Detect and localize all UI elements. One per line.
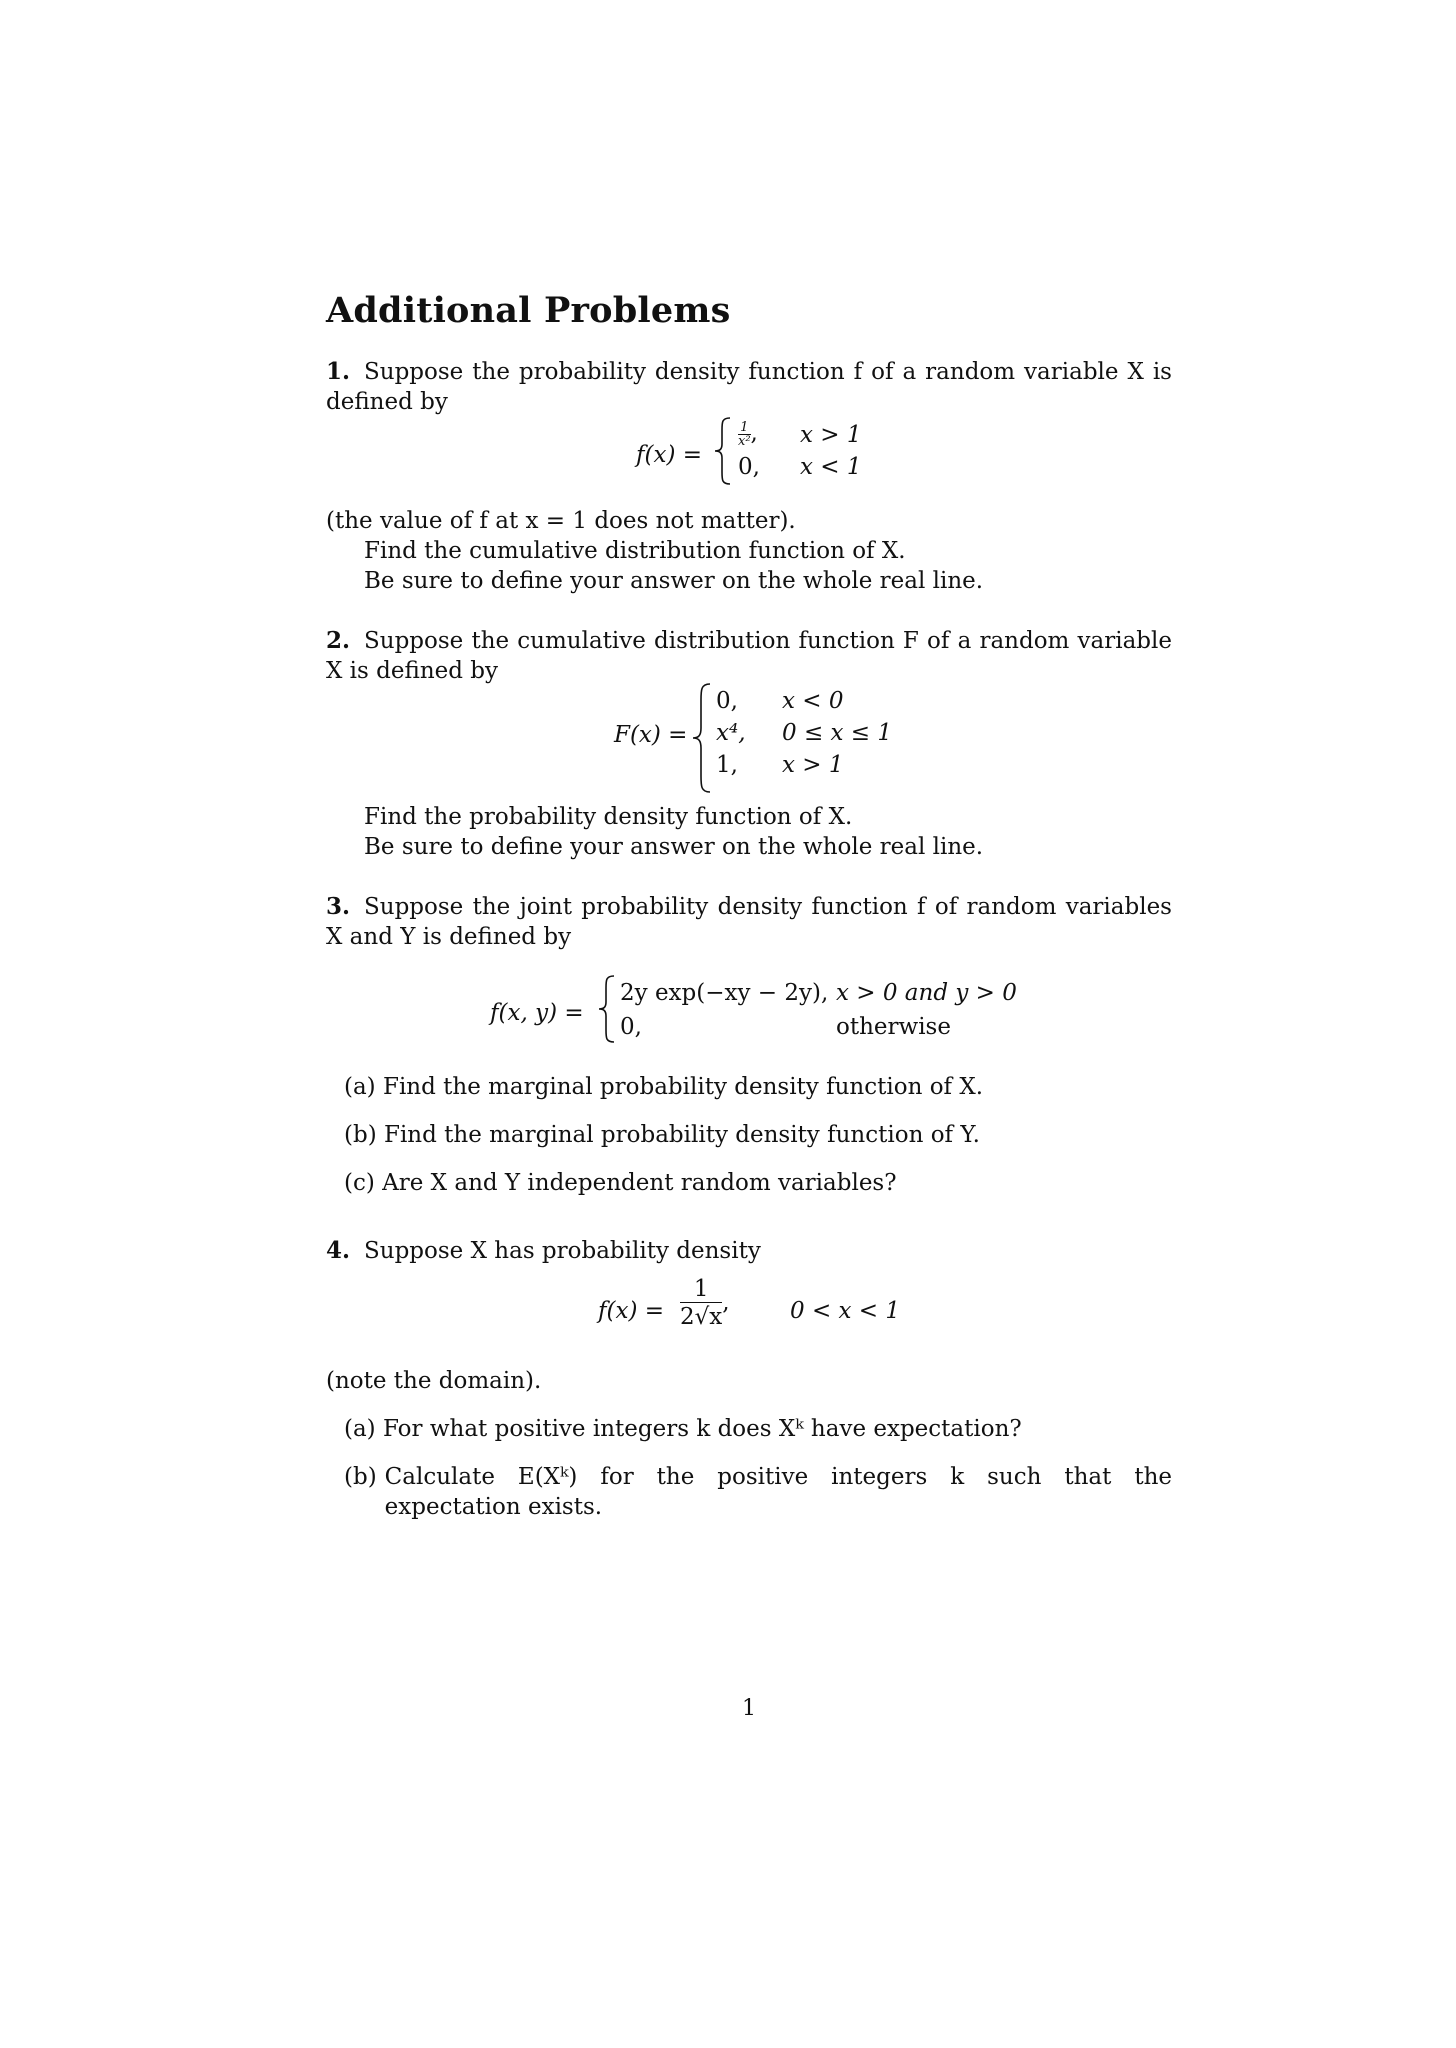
problem-4-domain: 0 < x < 1 xyxy=(790,1298,901,1324)
problem-3-part-c-text: Are X and Y independent random variables? xyxy=(382,1170,897,1196)
problem-2-function-label: F(x) = xyxy=(614,722,688,748)
problem-4-part-b xyxy=(344,1462,1172,1522)
problem-2-case-1-cond: x < 0 xyxy=(782,688,844,714)
problem-3-part-a xyxy=(344,1072,983,1102)
problem-3-part-a-label: (a) xyxy=(344,1074,376,1100)
problem-3-case-2-expr: 0, xyxy=(620,1014,642,1040)
problem-2-case-2-cond: 0 ≤ x ≤ 1 xyxy=(782,720,893,746)
problem-1-case-2-expr: 0, xyxy=(738,454,760,480)
problem-2-case-1-expr: 0, xyxy=(716,688,738,714)
problem-3-intro xyxy=(326,892,1172,952)
problem-3-part-b-label: (b) xyxy=(344,1122,377,1148)
problem-4-note: (note the domain). xyxy=(326,1368,542,1394)
problem-4-part-a xyxy=(344,1414,1022,1444)
problem-2-case-3-cond: x > 1 xyxy=(782,752,844,778)
problem-4-part-a-label: (a) xyxy=(344,1416,376,1442)
problem-1-intro-text: Suppose the probability density function f of a random variable X is defined by xyxy=(326,359,1172,415)
problem-3-function-label: f(x, y) = xyxy=(490,1000,584,1026)
problem-2-case-3-expr: 1, xyxy=(716,752,738,778)
problem-1-line-2: Find the cumulative distribution function of X. xyxy=(364,538,906,564)
problem-1-number: 1. xyxy=(326,358,351,385)
problem-3-case-1-expr: 2y exp(−xy − 2y), xyxy=(620,980,829,1006)
problem-1-function-label: f(x) = xyxy=(636,442,703,468)
problem-3-part-c xyxy=(344,1168,897,1198)
page-number: 1 xyxy=(742,1696,756,1721)
problem-4-denominator: 2√x xyxy=(680,1304,723,1330)
problem-2-left-brace xyxy=(690,682,712,794)
problem-3-part-a-text: Find the marginal probability density function of X. xyxy=(382,1074,984,1100)
problem-1-intro xyxy=(326,357,1172,417)
problem-4-part-b-label: (b) xyxy=(344,1464,377,1490)
problem-2-intro-text: Suppose the cumulative distribution function F of a random variable X is defined by xyxy=(326,628,1172,684)
problem-4-part-b-text: Calculate E(Xᵏ) for the positive integers k such that the expectation exists. xyxy=(384,1464,1172,1520)
problem-1-case-1-cond: x > 1 xyxy=(800,422,862,448)
problem-3-intro-text: Suppose the joint probability density function f of random variables X and Y is defined by xyxy=(326,894,1172,950)
problem-1-left-brace xyxy=(712,416,732,486)
problem-2-case-2-expr: x⁴, xyxy=(716,720,746,746)
problem-4-numerator: 1 xyxy=(680,1276,722,1303)
problem-4-number: 4. xyxy=(326,1237,351,1264)
problem-3-part-b xyxy=(344,1120,980,1150)
problem-3-left-brace xyxy=(596,974,616,1044)
problem-4-fraction: $\frac{1}{2√x}$ , xyxy=(680,1276,730,1330)
problem-1-case-1-expr: $\frac{1}{\text{x²}}$, xyxy=(738,419,758,449)
problem-3-part-c-label: (c) xyxy=(344,1170,375,1196)
problem-4-intro-text: Suppose X has probability density xyxy=(364,1238,761,1264)
problem-3-case-2-cond: otherwise xyxy=(836,1014,951,1040)
problem-2-line-2: Be sure to define your answer on the whole real line. xyxy=(364,834,984,860)
problem-1-case-2-cond: x < 1 xyxy=(800,454,862,480)
problem-2-line-1: Find the probability density function of X. xyxy=(364,804,853,830)
problem-3-case-1-cond: x > 0 and y > 0 xyxy=(836,980,1017,1006)
problem-3-number: 3. xyxy=(326,893,351,920)
problem-3-part-b-text: Find the marginal probability density function of Y. xyxy=(383,1122,980,1148)
problem-4-intro xyxy=(326,1236,761,1266)
problem-4-part-a-text: For what positive integers k does Xᵏ have expectation? xyxy=(382,1416,1022,1442)
problem-4-function-label: f(x) = xyxy=(598,1298,665,1324)
problem-1-line-3: Be sure to define your answer on the whole real line. xyxy=(364,568,984,594)
problem-2-intro xyxy=(326,626,1172,686)
problem-1-line-1: (the value of f at x = 1 does not matter). xyxy=(326,508,796,534)
problem-2-number: 2. xyxy=(326,627,351,654)
page-title: Additional Problems xyxy=(326,290,731,331)
